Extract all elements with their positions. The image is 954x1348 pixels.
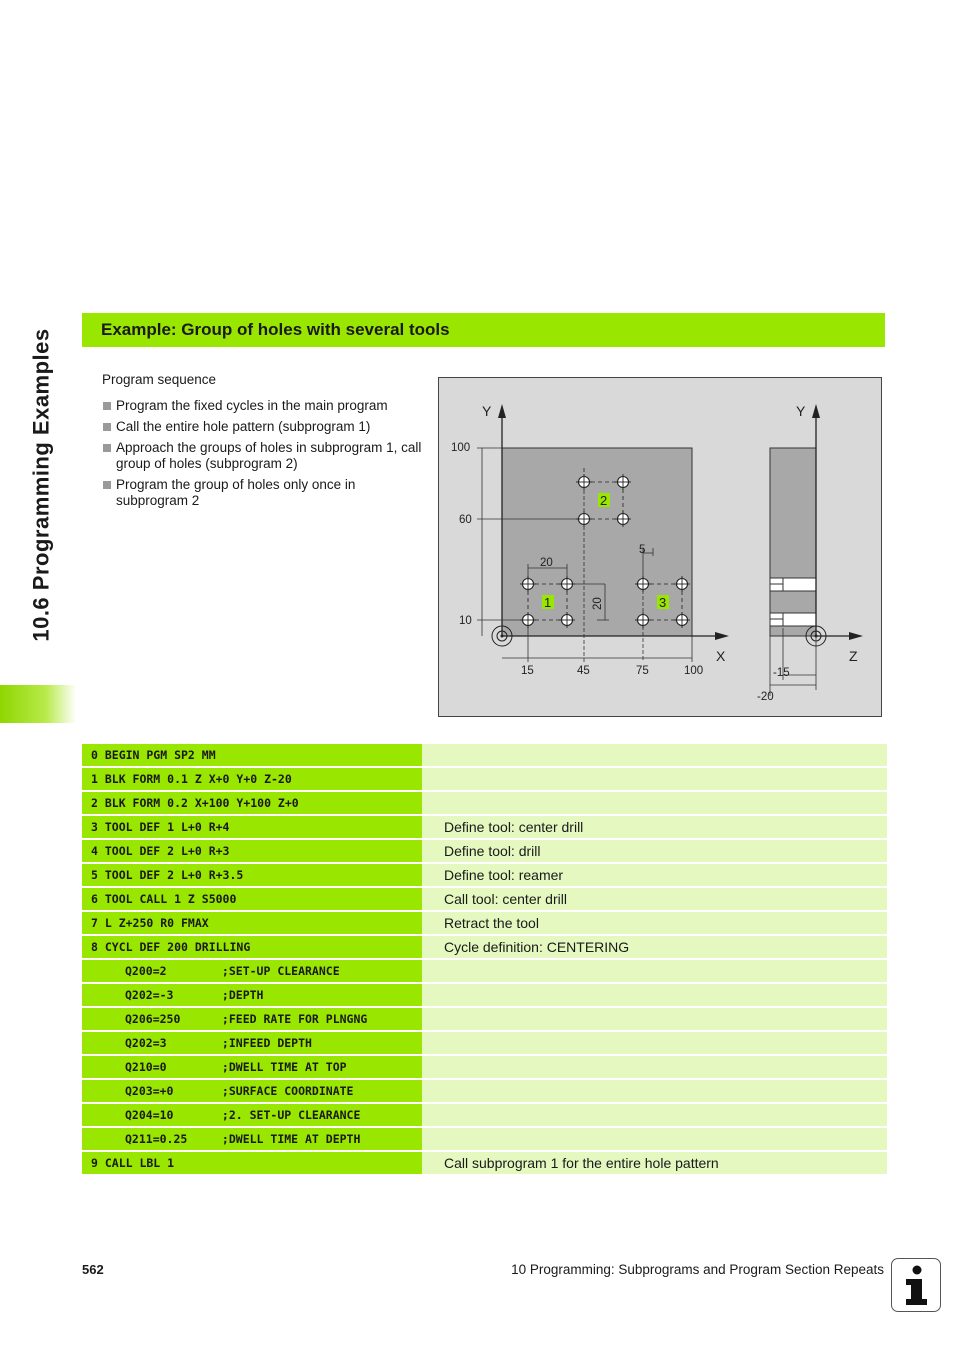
square-bullet-icon <box>103 402 111 410</box>
nc-code: Q204=10 ;2. SET-UP CLEARANCE <box>82 1104 422 1126</box>
table-row <box>82 840 887 862</box>
list-item: Call the entire hole pattern (subprogram 1) <box>102 419 422 435</box>
nc-code: 0 BEGIN PGM SP2 MM <box>82 744 422 766</box>
page-number: 562 <box>82 1262 104 1277</box>
nc-comment <box>422 1008 887 1030</box>
nc-code: 9 CALL LBL 1 <box>82 1152 422 1174</box>
dim-z-15: -15 <box>773 667 790 679</box>
list-item: Program the fixed cycles in the main program <box>102 398 422 414</box>
nc-comment <box>422 1128 887 1150</box>
nc-program-table <box>82 744 887 1176</box>
intro-lead: Program sequence <box>102 372 217 387</box>
table-row <box>82 1104 887 1126</box>
nc-code: Q206=250 ;FEED RATE FOR PLNGNG <box>82 1008 422 1030</box>
table-row <box>82 1080 887 1102</box>
list-item: Program the group of holes only once in subprogram 2 <box>102 477 422 509</box>
chapter-footer: 10 Programming: Subprograms and Program Section Repeats <box>511 1262 884 1277</box>
dim-y100: 100 <box>451 442 471 454</box>
nc-code: 2 BLK FORM 0.2 X+100 Y+100 Z+0 <box>82 792 422 814</box>
square-bullet-icon <box>103 444 111 452</box>
nc-code: Q211=0.25 ;DWELL TIME AT DEPTH <box>82 1128 422 1150</box>
table-row <box>82 960 887 982</box>
nc-code: 5 TOOL DEF 2 L+0 R+3.5 <box>82 864 422 886</box>
nc-comment <box>422 792 887 814</box>
table-row <box>82 744 887 766</box>
square-bullet-icon <box>103 423 111 431</box>
table-row <box>82 1128 887 1150</box>
dim-x45: 45 <box>577 665 590 677</box>
group-2-label: 2 <box>600 493 608 508</box>
table-row <box>82 888 887 910</box>
nc-code: Q202=-3 ;DEPTH <box>82 984 422 1006</box>
nc-code: 7 L Z+250 R0 FMAX <box>82 912 422 934</box>
nc-code: Q202=3 ;INFEED DEPTH <box>82 1032 422 1054</box>
dim-20-vertical: 20 <box>592 597 604 610</box>
table-row <box>82 816 887 838</box>
table-row <box>82 984 887 1006</box>
dim-5: 5 <box>639 544 646 556</box>
sequence-list <box>102 398 422 509</box>
square-bullet-icon <box>103 481 111 489</box>
x-axis-label: X <box>716 648 726 664</box>
workpiece-side-view <box>770 448 816 636</box>
table-row <box>82 864 887 886</box>
nc-comment <box>422 768 887 790</box>
nc-code: 6 TOOL CALL 1 Z S5000 <box>82 888 422 910</box>
section-header <box>82 313 885 347</box>
list-item: Approach the groups of holes in subprogram 1, call group of holes (subprogram 2) <box>102 440 422 472</box>
table-row <box>82 1008 887 1030</box>
nc-code: 4 TOOL DEF 2 L+0 R+3 <box>82 840 422 862</box>
nc-comment <box>422 1080 887 1102</box>
dim-20-horizontal: 20 <box>540 557 553 569</box>
info-icon <box>891 1258 941 1312</box>
nc-comment <box>422 1056 887 1078</box>
side-chapter-title: 10.6 Programming Examples <box>29 328 55 642</box>
technical-drawing <box>438 377 882 717</box>
nc-code: 3 TOOL DEF 1 L+0 R+4 <box>82 816 422 838</box>
table-row <box>82 1056 887 1078</box>
dim-x15: 15 <box>521 665 534 677</box>
table-row <box>82 912 887 934</box>
section-title: Example: Group of holes with several tools <box>101 320 450 339</box>
nc-code: 8 CYCL DEF 200 DRILLING <box>82 936 422 958</box>
table-row <box>82 792 887 814</box>
dim-x75: 75 <box>636 665 649 677</box>
nc-code: 1 BLK FORM 0.1 Z X+0 Y+0 Z-20 <box>82 768 422 790</box>
y-axis-label-right: Y <box>796 403 806 419</box>
nc-comment: Define tool: drill <box>422 840 887 862</box>
nc-comment: Retract the tool <box>422 912 887 934</box>
nc-comment <box>422 960 887 982</box>
nc-comment <box>422 1104 887 1126</box>
nc-code: Q200=2 ;SET-UP CLEARANCE <box>82 960 422 982</box>
dim-y60: 60 <box>459 514 472 526</box>
z-axis-label: Z <box>849 648 858 664</box>
table-row <box>82 936 887 958</box>
table-row <box>82 1032 887 1054</box>
dim-y10: 10 <box>459 615 472 627</box>
nc-code: Q203=+0 ;SURFACE COORDINATE <box>82 1080 422 1102</box>
dim-x100: 100 <box>684 665 704 677</box>
nc-comment <box>422 1032 887 1054</box>
nc-comment: Cycle definition: CENTERING <box>422 936 887 958</box>
nc-comment: Define tool: reamer <box>422 864 887 886</box>
y-axis-label-left: Y <box>482 403 492 419</box>
dim-z-20: -20 <box>757 691 774 703</box>
table-row <box>82 768 887 790</box>
nc-comment: Call subprogram 1 for the entire hole pattern <box>422 1152 887 1174</box>
group-1-label: 1 <box>544 595 552 610</box>
group-3-label: 3 <box>659 595 667 610</box>
nc-comment: Define tool: center drill <box>422 816 887 838</box>
nc-comment <box>422 744 887 766</box>
nc-code: Q210=0 ;DWELL TIME AT TOP <box>82 1056 422 1078</box>
nc-comment <box>422 984 887 1006</box>
program-sequence <box>102 372 422 514</box>
chapter-tab <box>0 685 76 723</box>
nc-comment: Call tool: center drill <box>422 888 887 910</box>
table-row <box>82 1152 887 1174</box>
